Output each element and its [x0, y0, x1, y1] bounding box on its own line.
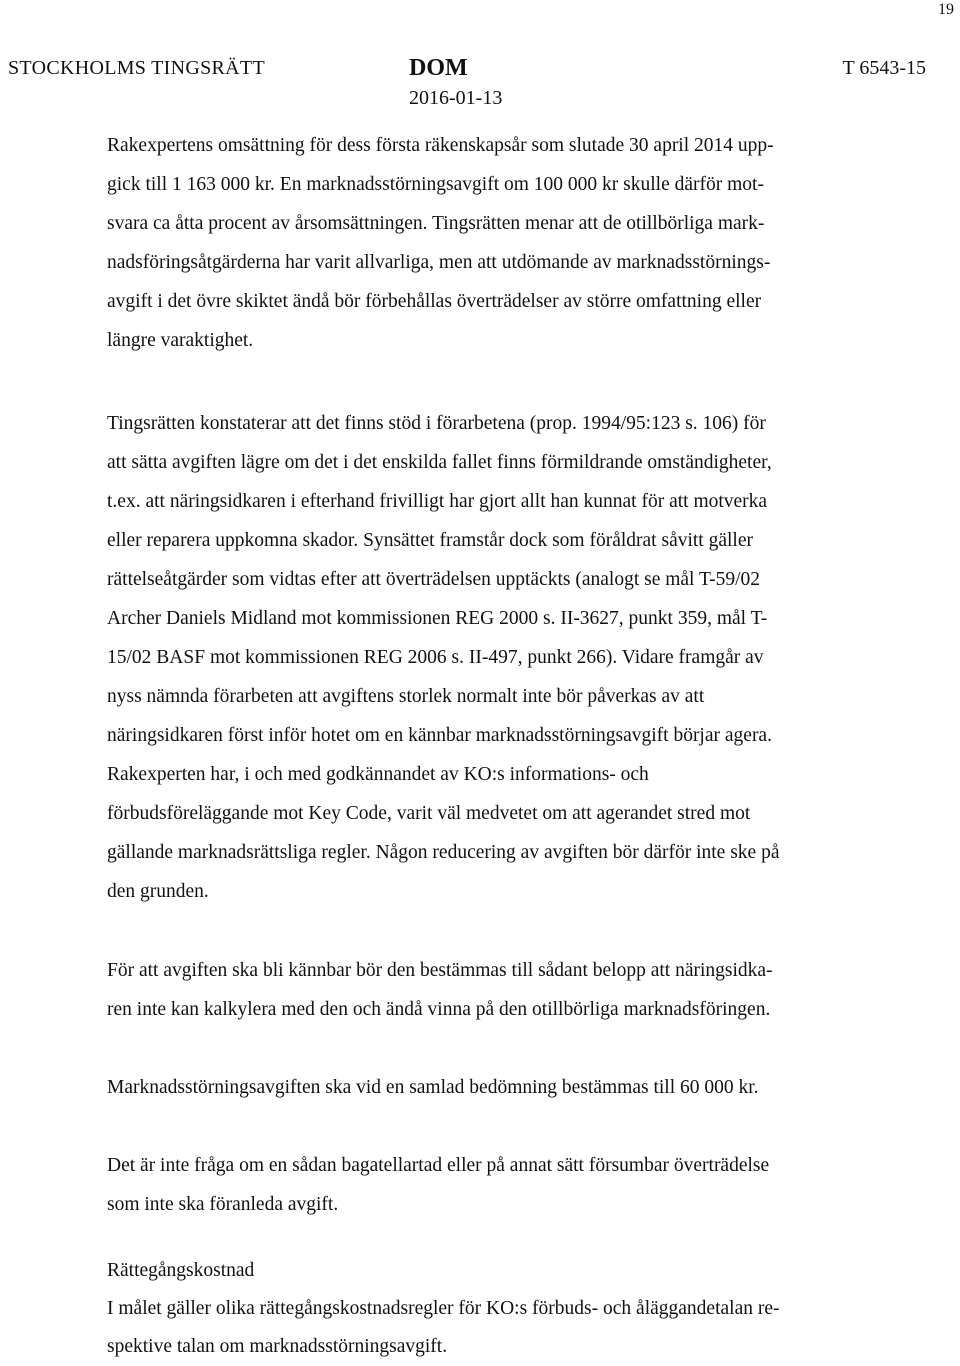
text-line: spektive talan om marknadsstörningsavgift. [107, 1336, 448, 1357]
text-line: förbudsföreläggande mot Key Code, varit väl medvetet om att agerandet stred mot [107, 803, 751, 824]
text-line: gick till 1 163 000 kr. En marknadsstörningsavgift om 100 000 kr skulle därför mot- [107, 174, 764, 195]
text-line: Rakexperten har, i och med godkännandet av KO:s informations- och [107, 764, 649, 785]
text-line: gällande marknadsrättsliga regler. Någon reducering av avgiften bör därför inte ske på [107, 842, 780, 863]
text-line: t.ex. att näringsidkaren i efterhand frivilligt har gjort allt han kunnat för att motverka [107, 491, 768, 512]
text-line: Marknadsstörningsavgiften ska vid en samlad bedömning bestämmas till 60 000 kr. [107, 1077, 759, 1098]
text-line: rättelseåtgärder som vidtas efter att överträdelsen upptäckts (analogt se mål T-59/02 [107, 569, 761, 590]
text-line: Archer Daniels Midland mot kommissionen REG 2000 s. II-3627, punkt 359, mål T- [107, 608, 768, 629]
paragraph-5 [107, 1146, 887, 1224]
text-line: avgift i det övre skiktet ändå bör förbehållas överträdelser av större omfattning eller [107, 291, 762, 312]
section-rattegangskostnad [107, 1252, 887, 1366]
page-number: 19 [938, 1, 954, 18]
document-header [0, 56, 960, 116]
text-line: Rakexpertens omsättning för dess första räkenskapsår som slutade 30 april 2014 upp- [107, 135, 774, 156]
text-line: att sätta avgiften lägre om det i det enskilda fallet finns förmildrande omständigheter, [107, 452, 772, 473]
document-type: DOM [409, 55, 468, 81]
text-line: nadsföringsåtgärderna har varit allvarliga, men att utdömande av marknadsstörnings- [107, 252, 771, 273]
document-date: 2016-01-13 [409, 87, 503, 109]
text-line: näringsidkaren först inför hotet om en kännbar marknadsstörningsavgift börjar agera. [107, 725, 772, 746]
case-number: T 6543-15 [842, 57, 926, 79]
court-name: STOCKHOLMS TINGSRÄTT [8, 57, 265, 79]
paragraph-4 [107, 1068, 887, 1107]
text-line: För att avgiften ska bli kännbar bör den bestämmas till sådant belopp att näringsidka- [107, 960, 773, 981]
text-line: som inte ska föranleda avgift. [107, 1194, 339, 1215]
text-line: svara ca åtta procent av årsomsättningen. Tingsrätten menar att de otillbörliga mark- [107, 213, 765, 234]
text-line: Tingsrätten konstaterar att det finns stöd i förarbetena (prop. 1994/95:123 s. 106) för [107, 413, 766, 434]
section-heading: Rättegångskostnad [107, 1260, 255, 1281]
text-line: Det är inte fråga om en sådan bagatellartad eller på annat sätt försumbar överträdelse [107, 1155, 770, 1176]
text-line: nyss nämnda förarbeten att avgiftens storlek normalt inte bör påverkas av att [107, 686, 705, 707]
paragraph-2 [107, 404, 887, 911]
text-line: 15/02 BASF mot kommissionen REG 2006 s. II-497, punkt 266). Vidare framgår av [107, 647, 764, 668]
paragraph-3 [107, 951, 887, 1029]
text-line: den grunden. [107, 881, 209, 902]
text-line: ren inte kan kalkylera med den och ändå vinna på den otillbörliga marknadsföringen. [107, 999, 771, 1020]
paragraph-1 [107, 126, 887, 360]
text-line: längre varaktighet. [107, 330, 254, 351]
text-line: I målet gäller olika rättegångskostnadsregler för KO:s förbuds- och åläggandetalan re- [107, 1298, 780, 1319]
text-line: eller reparera uppkomna skador. Synsättet framstår dock som föråldrat såvitt gäller [107, 530, 753, 551]
